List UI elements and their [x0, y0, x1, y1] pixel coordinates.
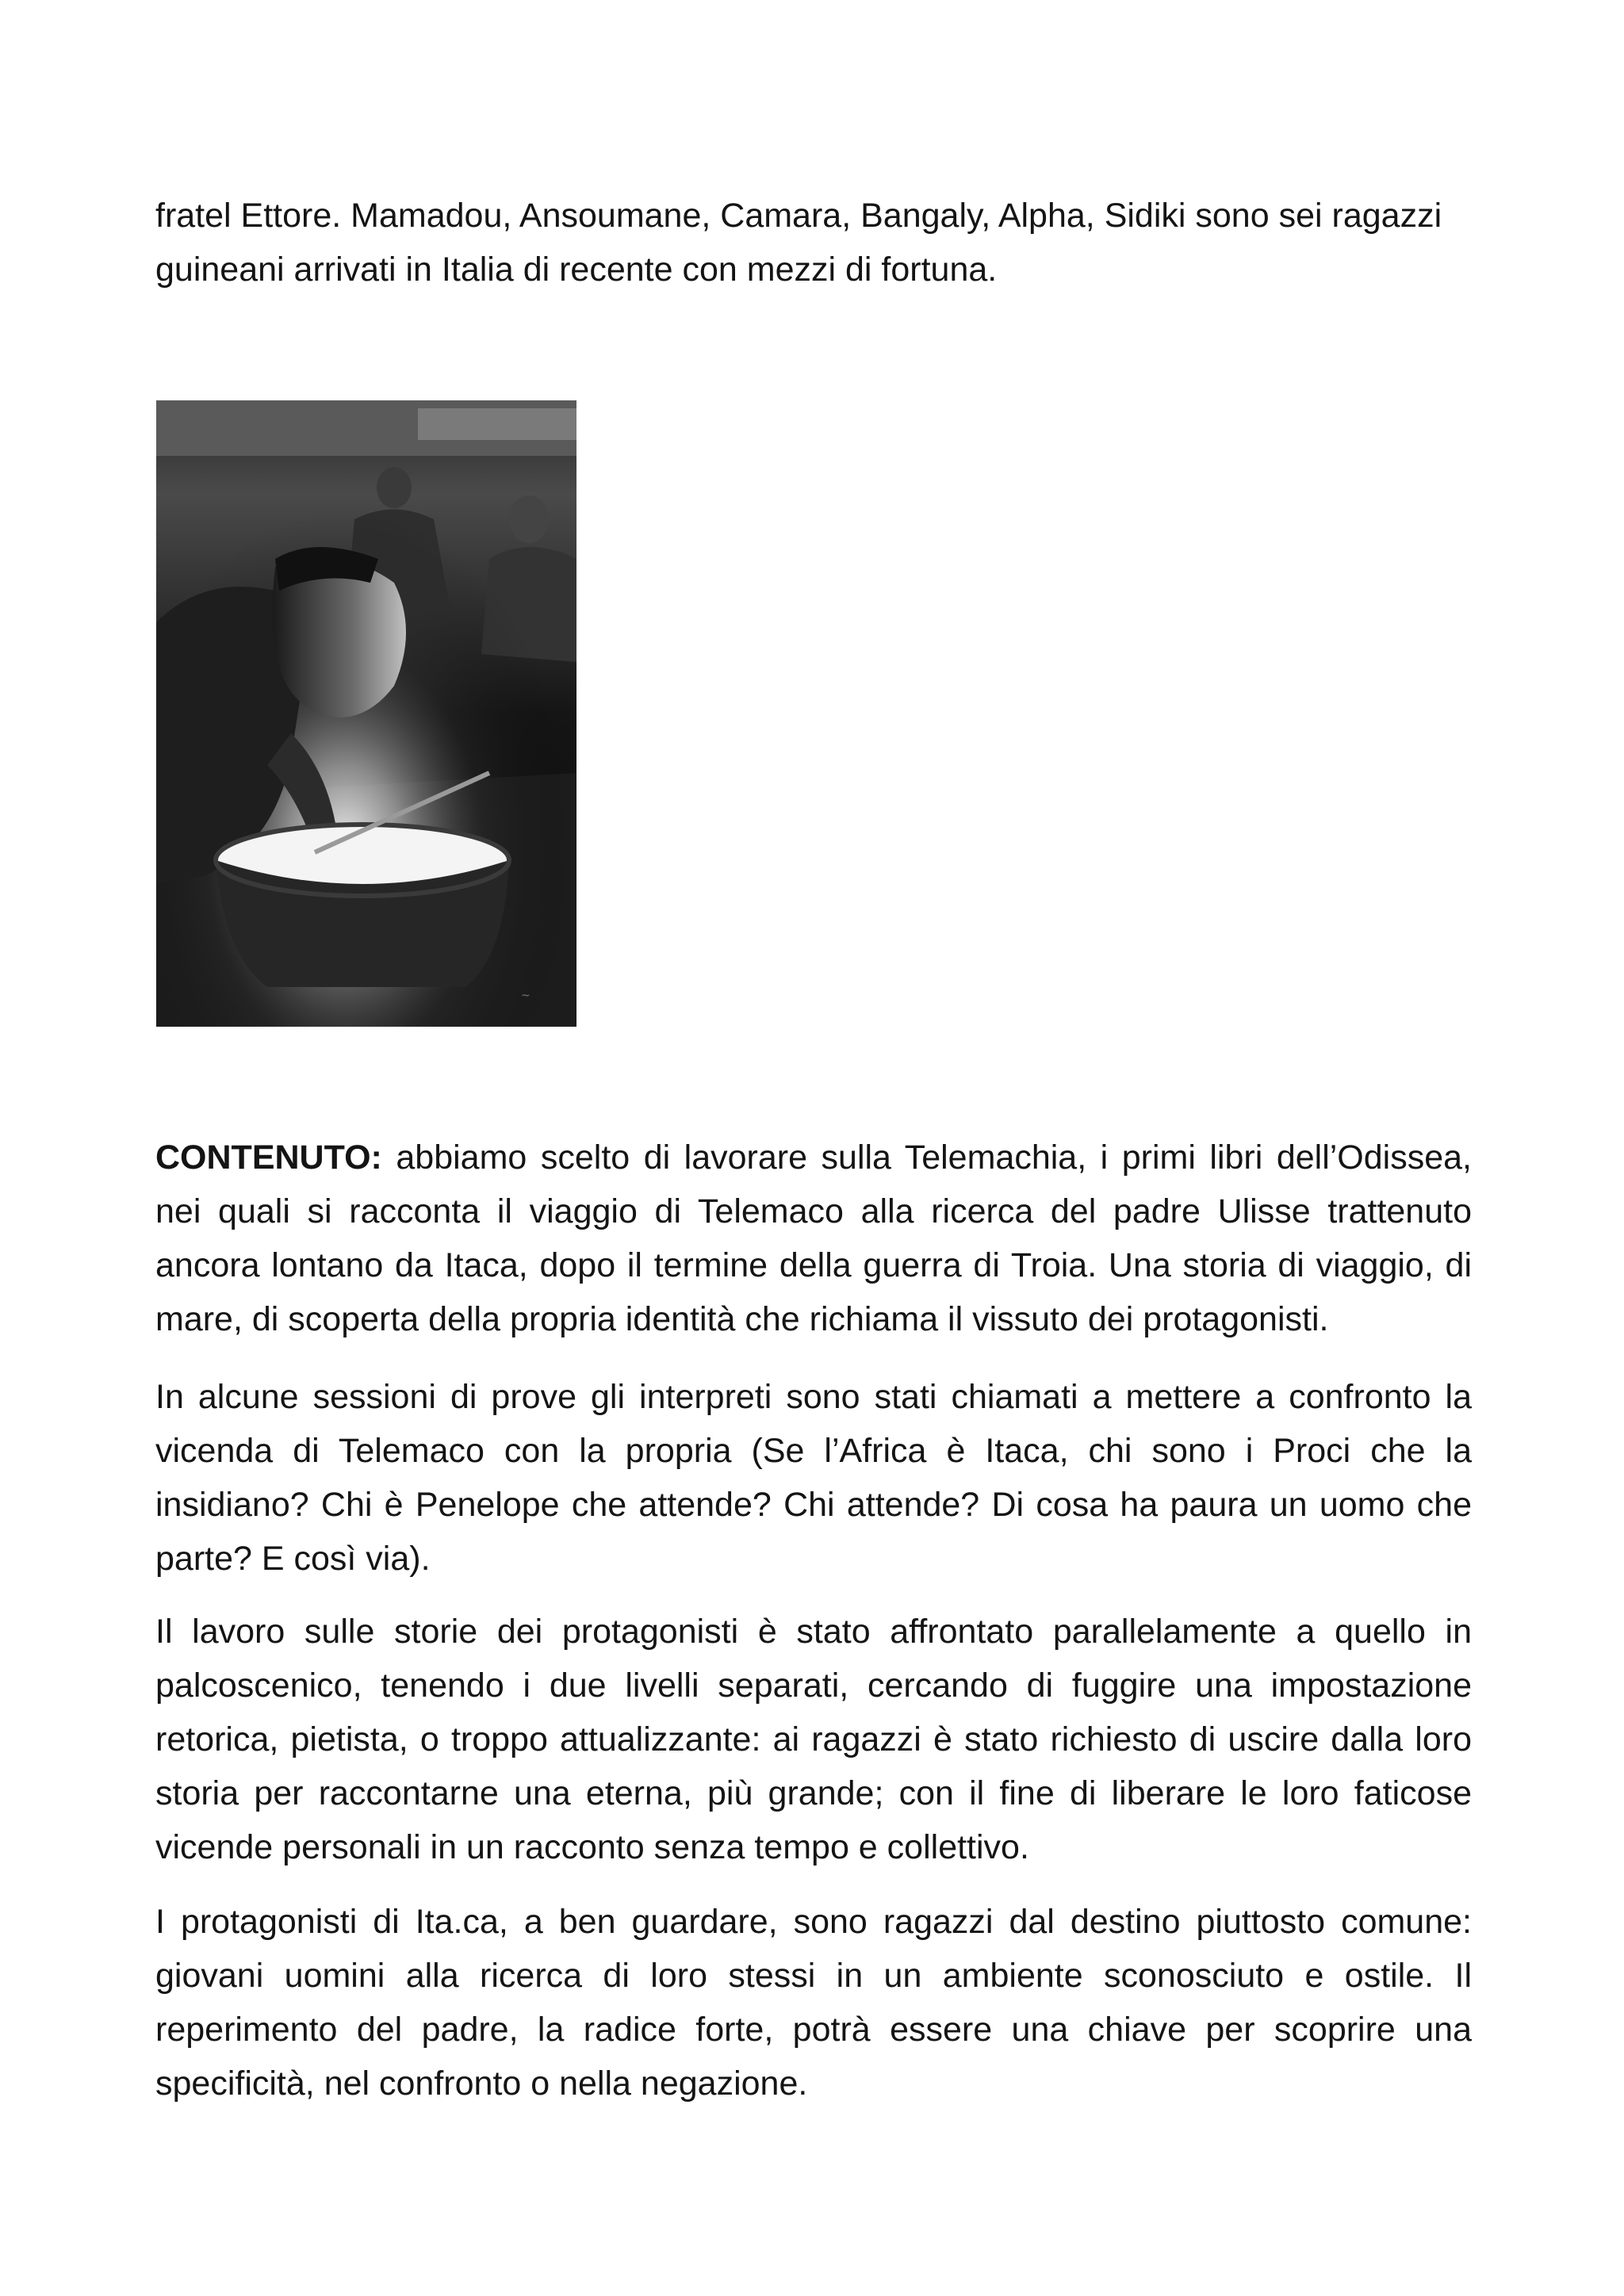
content-text: abbiamo scelto di lavorare sulla Telemachia, i primi libri dell’Odissea, nei quali si racconta il viaggio di Telemaco alla ricerca del padre Ulisse trattenuto ancora lontano da Itaca, dopo il termine della guerra di Troia. Una storia di viaggio, di mare, di scoperta della propria identità che richiama il vissuto dei protagonisti.	[155, 1138, 1472, 1338]
svg-text:~: ~	[521, 989, 530, 1002]
photo-person-with-glowing-bucket-icon	[156, 400, 576, 1027]
intro-paragraph: fratel Ettore. Mamadou, Ansoumane, Camara, Bangaly, Alpha, Sidiki sono sei ragazzi guineani arrivati in Italia di recente con mezzi di fortuna.	[155, 197, 1442, 289]
content-lead: CONTENUTO:	[155, 1138, 382, 1177]
content-paragraph	[155, 1131, 1472, 1346]
protagonists-paragraph: I protagonisti di Ita.ca, a ben guardare, sono ragazzi dal destino piuttosto comune: giovani uomini alla ricerca di loro stessi in un ambiente sconosciuto e ostile. Il reperimento del padre, la radice forte, potrà essere una chiave per scoprire una specificità, nel confronto o nella negazione.	[155, 1903, 1472, 2103]
stories-paragraph: Il lavoro sulle storie dei protagonisti è stato affrontato parallelamente a quello in palcoscenico, tenendo i due livelli separati, cercando di fuggire una impostazione retorica, pietista, o troppo attualizzante: ai ragazzi è stato richiesto di uscire dalla loro storia per raccontarne una eterna, più grande; con il fine di liberare le loro faticose vicende personali in un racconto senza tempo e collettivo.	[155, 1613, 1472, 1866]
photo-person-with-glowing-bucket	[156, 400, 576, 1027]
rehearsal-paragraph: In alcune sessioni di prove gli interpreti sono stati chiamati a mettere a confronto la vicenda di Telemaco con la propria (Se l’Africa è Itaca, chi sono i Proci che la insidiano? Chi è Penelope che attende? Chi attende? Di cosa ha paura un uomo che parte? E così via).	[155, 1378, 1472, 1578]
